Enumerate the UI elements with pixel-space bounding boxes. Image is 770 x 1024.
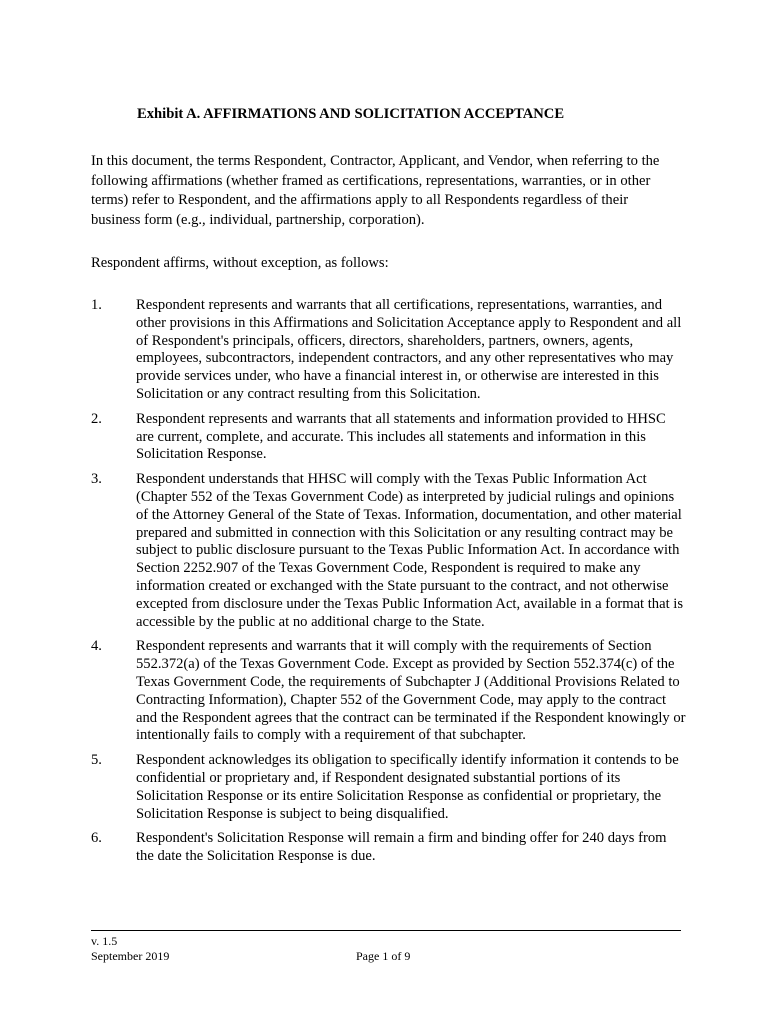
item-text: Respondent represents and warrants that all statements and information provided to HHSC are current, complete, and accurate. This includes all statements and information in this Solicitation Response. xyxy=(136,410,666,463)
affirmation-item-4 xyxy=(91,638,686,745)
affirmation-item-3 xyxy=(91,471,686,631)
affirmation-item-1 xyxy=(91,297,686,404)
item-number: 4. xyxy=(91,638,102,655)
footer-version: v. 1.5 xyxy=(91,934,118,948)
intro-paragraph: In this document, the terms Respondent, Contractor, Applicant, and Vendor, when referring to the following affirmations (whether framed as certifications, representations, warranties, or in other terms) refer to Respondent, and the affirmations apply to all Respondents regardless of their business form (e.g., individual, partnership, corporation). xyxy=(91,153,660,228)
item-text: Respondent represents and warrants that all certifications, representations, warranties, and other provisions in this Affirmations and Solicitation Acceptance apply to Respondent and all of Respondent's principals, officers, directors, shareholders, partners, owners, agents, employees, subcontractors, independent contractors, and any other representatives who may provide services under, who have a financial interest in, or otherwise are interested in this Solicitation or any contract resulting from this Solicitation. xyxy=(136,297,682,402)
item-number: 6. xyxy=(91,830,102,847)
item-number: 5. xyxy=(91,752,102,769)
affirmations-list xyxy=(91,297,686,873)
affirmation-item-5 xyxy=(91,752,686,823)
footer-date: September 2019 xyxy=(91,949,170,963)
affirmation-item-6 xyxy=(91,830,686,866)
affirmation-item-2 xyxy=(91,411,686,464)
item-number: 2. xyxy=(91,410,102,427)
item-text: Respondent understands that HHSC will comply with the Texas Public Information Act (Chapter 552 of the Texas Government Code) as interpreted by judicial rulings and opinions of the Attorney General of the State of Texas. Information, documentation, and other material prepared and submitted in connection with this Solicitation or any resulting contract may be subject to public disclosure pursuant to the Texas Public Information Act. In accordance with Section 2252.907 of the Texas Government Code, Respondent is required to make any information created or exchanged with the State pursuant to the contract, and not otherwise excepted from disclosure under the Texas Public Information Act, available in a format that is accessible by the public at no additional charge to the State. xyxy=(136,471,684,630)
item-text: Respondent's Solicitation Response will remain a firm and binding offer for 240 days from the date the Solicitation Response is due. xyxy=(136,830,667,865)
item-text: Respondent represents and warrants that it will comply with the requirements of Section 552.372(a) of the Texas Government Code. Except as provided by Section 552.374(c) of the Texas Government Code, the requirements of Subchapter J (Additional Provisions Related to Contracting Information), Chapter 552 of the Government Code, may apply to the contract and the Respondent agrees that the contract can be terminated if the Respondent knowingly or intentionally fails to comply with a requirement of that subchapter. xyxy=(136,638,686,744)
item-number: 1. xyxy=(91,297,102,313)
footer-divider xyxy=(91,930,681,931)
affirms-lead-paragraph: Respondent affirms, without exception, as follows: xyxy=(91,255,389,271)
item-text: Respondent acknowledges its obligation to specifically identify information it contends to be confidential or proprietary and, if Respondent designated substantial portions of its Solicitation Response or its entire Solicitation Response as confidential or proprietary, the Solicitation Response is subject to being disqualified. xyxy=(136,752,679,822)
footer-page-number: Page 1 of 9 xyxy=(356,949,411,963)
item-number: 3. xyxy=(91,471,102,488)
document-title: Exhibit A. AFFIRMATIONS AND SOLICITATION ACCEPTANCE xyxy=(137,106,565,122)
